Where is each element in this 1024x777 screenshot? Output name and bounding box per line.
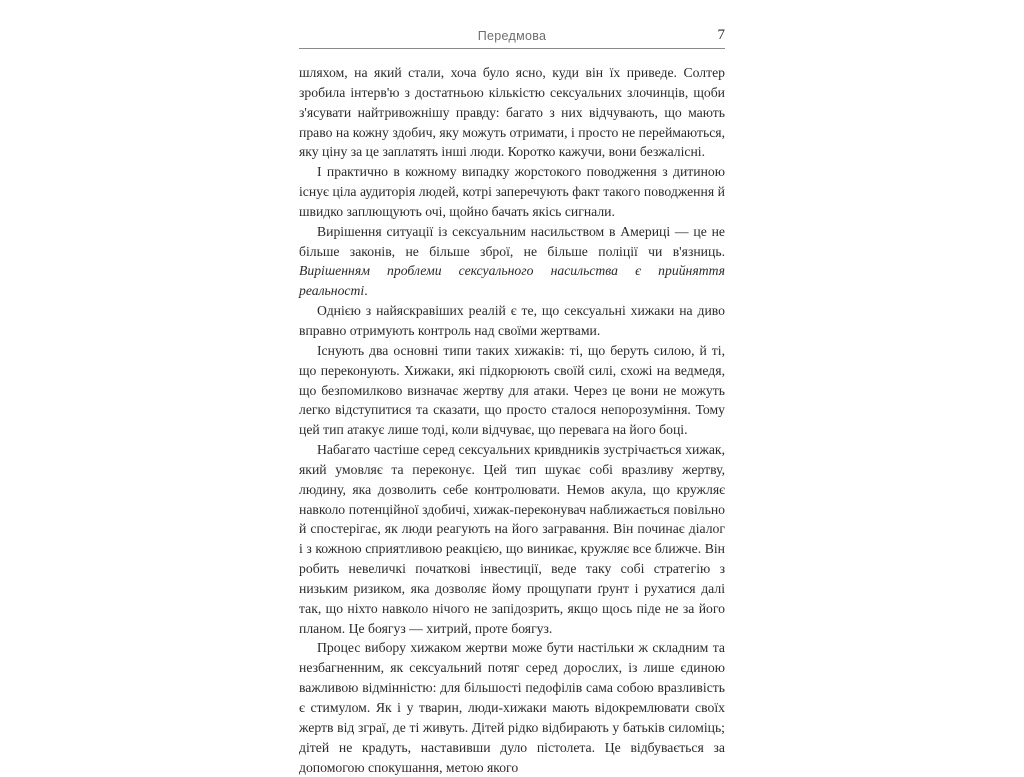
book-page (299, 26, 725, 775)
running-title: Передмова (477, 29, 547, 43)
paragraph-3-text: Вирішення ситуації із сексуальним насильством в Америці — це не більше законів, не більше зброї, не більше поліції чи в'язниць. (299, 223, 725, 259)
paragraph-2: І практично в кожному випадку жорстокого поводження з дитиною існує ціла аудиторія людей, котрі заперечують факт такого поводження й швидко заплющують очі, щойно бачать якісь сигнали. (299, 164, 725, 219)
paragraph-4: Однією з найяскравіших реалій є те, що сексуальні хижаки на диво вправно отримують контроль над своїми жертвами. (299, 303, 725, 338)
paragraph-6: Набагато частіше серед сексуальних кривдників зустрічається хижак, який умовляє та переконує. Цей тип шукає собі вразливу жертву, людину, яка дозволить себе контролювати. Немов акула, що кружляє навколо потенційної здобичі, хижак-переконувач наближається повільно й спостерігає, як люди реагують на його загравання. Він починає діалог і з кожною сприятливою реакцією, що виникає, кружляє все ближче. Він робить невеличкі початкові інвестиції, веде таку собі стратегію з низьким ризиком, яка дозволяє йому прощупати ґрунт і рухатися далі так, що ніхто навколо нічого не запідозрить, якщо щось піде не за його планом. Це боягуз — хитрий, проте боягуз. (299, 442, 725, 636)
paragraph-7: Процес вибору хижаком жертви може бути настільки ж складним та незбагненним, як сексуальний потяг серед дорослих, із лише єдиною важливою відмінністю: для більшості педофілів сама собою вразливість є стимулом. Як і у тварин, люди-хижаки мають відокремлювати своїх жертв від зграї, де ті живуть. Дітей рідко відбирають у батьків силоміць; дітей не крадуть, наставивши дуло пістолета. Це відбувається за допомогою спокушання, метою якого (299, 640, 725, 775)
paragraph-3-after: . (364, 283, 368, 299)
body-text (299, 63, 725, 777)
paragraph-3 (299, 222, 725, 301)
paragraph-1: шляхом, на який стали, хоча було ясно, куди він їх приведе. Солтер зробила інтерв'ю з достатньою кількістю сексуальних злочинців, щоби з'ясувати найтривожнішу правду: багато з них відчувають, що мають право на кожну здобич, яку можуть отримати, і просто не переймаються, яку ціну за це заплатять інші люди. Коротко кажучи, вони безжалісні. (299, 65, 725, 160)
paragraph-3-emphasis: Вирішенням проблеми сексуального насильства є прийняття реальності (299, 263, 725, 299)
page-number: 7 (717, 27, 725, 43)
running-header (299, 26, 725, 49)
paragraph-5: Існують два основні типи таких хижаків: ті, що беруть силою, й ті, що переконують. Хижаки, які підкорюють своїй силі, схожі на ведмедя, що безпомилково визначає жертву для атаки. Через це вони не можуть легко відступитися та сказати, що просто сталося непорозуміння. Тому цей тип атакує лише тоді, коли відчуває, що перевага на його боці. (299, 342, 725, 438)
